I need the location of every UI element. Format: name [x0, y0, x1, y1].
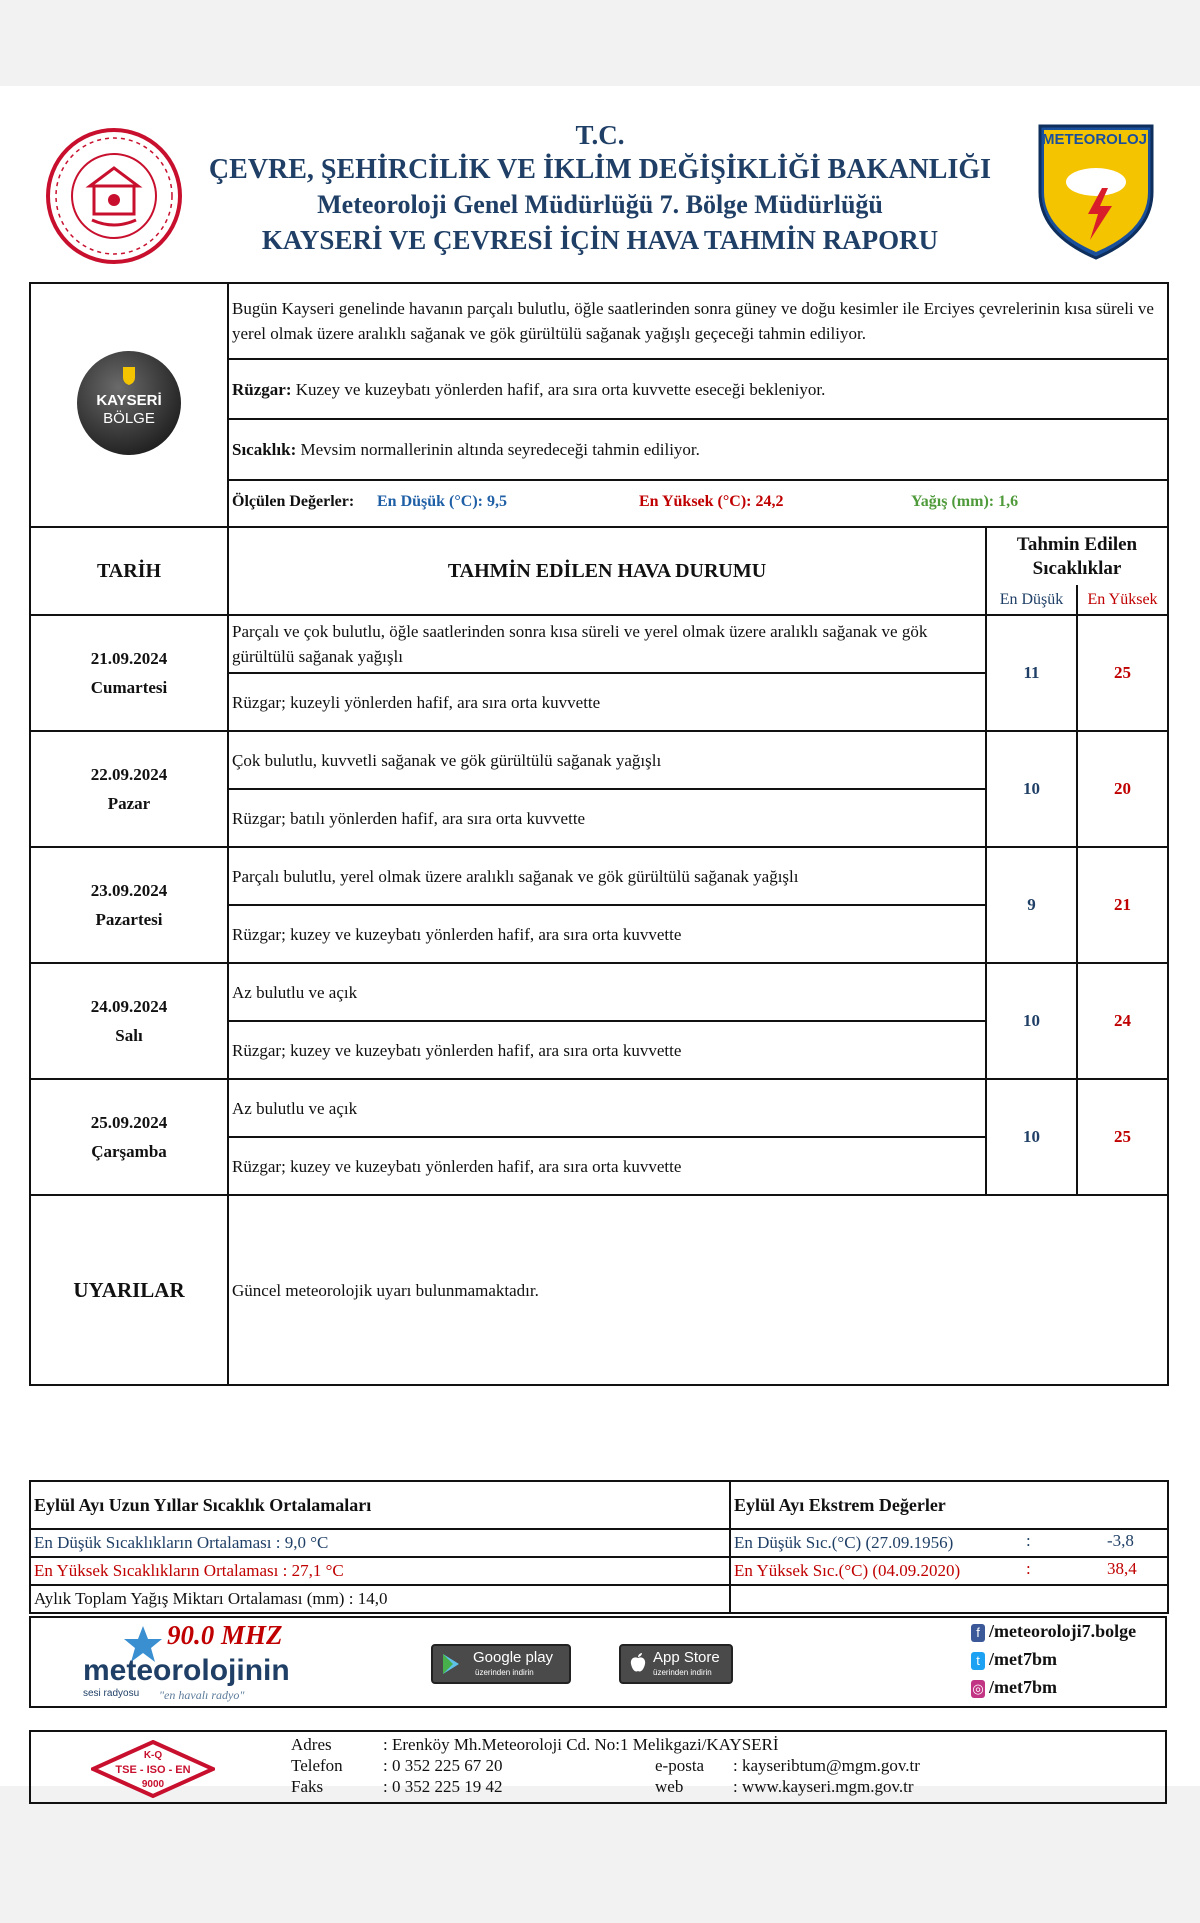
measured-values	[228, 480, 1168, 527]
day-1-high: 25	[1077, 615, 1168, 731]
day-1-date-cell	[30, 615, 228, 731]
warnings-text: Güncel meteorolojik uyarı bulunmamaktadır.	[228, 1195, 1168, 1385]
app-store-label: App Store	[653, 1649, 720, 1666]
instagram-icon: ◎	[972, 1681, 984, 1696]
twitter-link[interactable]: /met7bm	[989, 1649, 1057, 1669]
email-label: e-posta	[655, 1756, 705, 1775]
day-2-wind: Rüzgar; batılı yönlerden hafif, ara sıra orta kuvvette	[228, 789, 986, 847]
radio-subtitle: sesi radyosu	[83, 1688, 140, 1699]
google-play-icon	[441, 1653, 461, 1675]
extreme-low-colon: :	[1026, 1531, 1031, 1550]
summary-temp	[228, 419, 1168, 480]
kayseri-bolge-logo	[75, 349, 183, 457]
day-3-dayname: Pazartesi	[95, 910, 163, 929]
kayseri-logo-cell	[30, 283, 228, 527]
phone-label: Telefon	[291, 1756, 343, 1775]
email-value[interactable]: : kayseribtum@mgm.gov.tr	[733, 1756, 920, 1775]
ministry-name: ÇEVRE, ŞEHİRCİLİK VE İKLİM DEĞİŞİKLİĞİ BAKANLIĞI	[208, 154, 992, 185]
summary-text: Bugün Kayseri genelinde havanın parçalı bulutlu, öğle saatlerinden sonra güney ve doğu kesimler ile Erciyes çevrelerinin kısa süreli ve yerel olmak üzere aralıklı sağanak ve gök gürültülü sağanak yağışlı geçeceği tahmin ediliyor.	[228, 283, 1168, 359]
day-1-wind: Rüzgar; kuzeyli yönlerden hafif, ara sıra orta kuvvette	[228, 673, 986, 731]
facebook-icon: f	[971, 1624, 985, 1642]
day-1-weather: Parçalı ve çok bulutlu, öğle saatlerinden sonra kısa süreli ve yerel olmak üzere aralıklı sağanak ve gök gürültülü sağanak yağışlı	[228, 615, 986, 673]
logo-line1: KAYSERİ	[96, 391, 162, 409]
day-5-weather: Az bulutlu ve açık	[228, 1079, 986, 1137]
radio-slogan: "en havalı radyo"	[159, 1688, 245, 1702]
summary-temp-text: Mevsim normallerinin altında seyredeceği tahmin ediliyor.	[300, 440, 700, 459]
fax-label: Faks	[291, 1777, 324, 1796]
day-3-weather: Parçalı bulutlu, yerel olmak üzere aralıklı sağanak ve gök gürültülü sağanak yağışlı	[228, 847, 986, 905]
address-label: Adres	[291, 1735, 332, 1754]
radio-frequency: 90.0 MHZ	[167, 1620, 283, 1650]
day-5-date: 25.09.2024	[90, 1113, 168, 1132]
day-1-date: 21.09.2024	[90, 649, 168, 668]
extreme-low-label: En Düşük Sıc.(°C) (27.09.1956)	[734, 1533, 954, 1552]
avg-monthly-rain: Aylık Toplam Yağış Miktarı Ortalaması (mm) : 14,0	[30, 1585, 730, 1613]
col-header-low: En Düşük	[986, 585, 1077, 615]
day-4-dayname: Salı	[115, 1026, 143, 1045]
logo-line2: BÖLGE	[103, 409, 155, 427]
google-play-sublabel: üzerinden indirin	[475, 1668, 534, 1677]
meteoroloji-shield-logo	[1036, 122, 1156, 262]
day-2-date-cell	[30, 731, 228, 847]
day-5-high: 25	[1077, 1079, 1168, 1195]
summary-wind-text: Kuzey ve kuzeybatı yönlerden hafif, ara sıra orta kuvvette eseceği bekleniyor.	[295, 379, 826, 399]
extreme-high-value: 38,4	[1107, 1559, 1137, 1578]
day-4-date: 24.09.2024	[90, 997, 168, 1016]
empty-cell	[730, 1585, 1168, 1613]
summary-temp-label: Sıcaklık:	[232, 440, 297, 459]
day-5-wind: Rüzgar; kuzey ve kuzeybatı yönlerden hafif, ara sıra orta kuvvette	[228, 1137, 986, 1195]
web-label: web	[655, 1777, 684, 1796]
day-2-low: 10	[986, 731, 1077, 847]
day-4-low: 10	[986, 963, 1077, 1079]
day-2-dayname: Pazar	[107, 794, 151, 813]
fax-value: : 0 352 225 19 42	[383, 1777, 503, 1796]
forecast-table	[29, 282, 1169, 1386]
shield-text: METEOROLOJİ	[1042, 131, 1152, 148]
app-store-button[interactable]	[619, 1644, 733, 1684]
day-5-low: 10	[986, 1079, 1077, 1195]
report-title: KAYSERİ VE ÇEVRESİ İÇİN HAVA TAHMİN RAPORU	[261, 225, 939, 255]
day-1-dayname: Cumartesi	[90, 678, 168, 697]
day-5-dayname: Çarşamba	[91, 1142, 167, 1161]
warnings-label: UYARILAR	[30, 1195, 228, 1385]
cert-top: K-Q	[143, 1750, 163, 1761]
report-page	[0, 86, 1200, 1796]
avg-low-temp: En Düşük Sıcaklıkların Ortalaması : 9,0 °C	[30, 1529, 730, 1557]
address-value: : Erenköy Mh.Meteoroloji Cd. No:1 Melikgazi/KAYSERİ	[383, 1735, 779, 1754]
col-header-date: TARİH	[30, 527, 228, 615]
long-term-averages-title: Eylül Ayı Uzun Yıllar Sıcaklık Ortalamaları	[30, 1481, 730, 1529]
directorate-name: Meteoroloji Genel Müdürlüğü 7. Bölge Müdürlüğü	[317, 190, 883, 219]
avg-high-temp: En Yüksek Sıcaklıkların Ortalaması : 27,1 °C	[30, 1557, 730, 1585]
extreme-high-row	[730, 1557, 1168, 1585]
apple-icon	[629, 1652, 647, 1674]
summary-wind	[228, 359, 1168, 419]
extreme-high-label: En Yüksek Sıc.(°C) (04.09.2020)	[734, 1561, 961, 1580]
day-1-low: 11	[986, 615, 1077, 731]
monthly-stats-table	[29, 1480, 1169, 1614]
day-4-high: 24	[1077, 963, 1168, 1079]
extreme-low-value: -3,8	[1107, 1531, 1134, 1550]
extreme-values-title: Eylül Ayı Ekstrem Değerler	[730, 1481, 1168, 1529]
cert-mid: TSE - ISO - EN	[115, 1764, 191, 1776]
measured-low: En Düşük (°C): 9,5	[377, 493, 507, 510]
col-header-forecast: TAHMİN EDİLEN HAVA DURUMU	[228, 527, 986, 615]
extreme-low-row	[730, 1529, 1168, 1557]
google-play-label: Google play	[473, 1649, 554, 1666]
col-header-high: En Yüksek	[1077, 585, 1168, 615]
twitter-icon: t	[971, 1652, 985, 1670]
day-2-weather: Çok bulutlu, kuvvetli sağanak ve gök gürültülü sağanak yağışlı	[228, 731, 986, 789]
day-5-date-cell	[30, 1079, 228, 1195]
day-2-high: 20	[1077, 731, 1168, 847]
day-4-weather: Az bulutlu ve açık	[228, 963, 986, 1021]
phone-value[interactable]: : 0 352 225 67 20	[383, 1756, 503, 1775]
day-4-date-cell	[30, 963, 228, 1079]
tse-iso-certificate-logo	[91, 1740, 215, 1798]
measured-rain: Yağış (mm): 1,6	[911, 493, 1019, 510]
day-3-date-cell	[30, 847, 228, 963]
day-2-date: 22.09.2024	[90, 765, 168, 784]
day-3-date: 23.09.2024	[90, 881, 168, 900]
instagram-link[interactable]: /met7bm	[989, 1677, 1057, 1697]
day-4-wind: Rüzgar; kuzey ve kuzeybatı yönlerden hafif, ara sıra orta kuvvette	[228, 1021, 986, 1079]
contact-box	[29, 1730, 1167, 1804]
summary-wind-label: Rüzgar:	[232, 379, 292, 399]
measured-label: Ölçülen Değerler:	[232, 493, 355, 510]
facebook-link[interactable]: /meteoroloji7.bolge	[989, 1621, 1137, 1641]
extreme-high-colon: :	[1026, 1559, 1031, 1578]
app-store-sublabel: üzerinden indirin	[653, 1668, 712, 1677]
cert-bottom: 9000	[141, 1779, 165, 1790]
day-3-high: 21	[1077, 847, 1168, 963]
header-tc: T.C.	[575, 120, 625, 150]
day-3-wind: Rüzgar; kuzey ve kuzeybatı yönlerden hafif, ara sıra orta kuvvette	[228, 905, 986, 963]
day-3-low: 9	[986, 847, 1077, 963]
web-value[interactable]: : www.kayseri.mgm.gov.tr	[733, 1777, 914, 1796]
promo-banner	[29, 1616, 1167, 1708]
col-header-temps: Tahmin Edilen Sıcaklıklar	[986, 527, 1168, 585]
google-play-button[interactable]	[431, 1644, 571, 1684]
measured-high: En Yüksek (°C): 24,2	[639, 493, 784, 510]
radio-name[interactable]: meteorolojinin	[83, 1654, 290, 1687]
